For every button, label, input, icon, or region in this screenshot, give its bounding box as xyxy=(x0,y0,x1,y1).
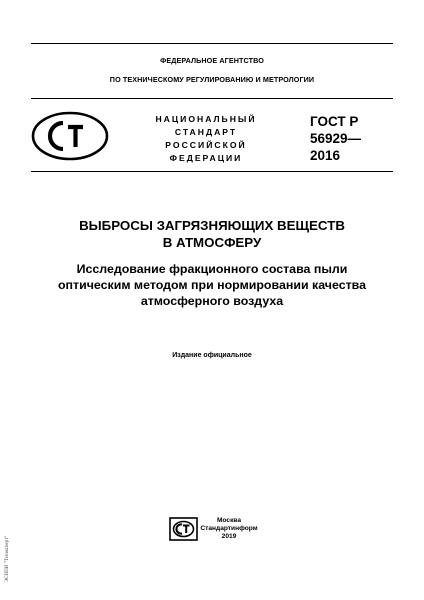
gost-code-line-2: 56929— xyxy=(310,131,362,146)
standartinform-logo-icon xyxy=(169,517,198,541)
national-line-2: СТАНДАРТ xyxy=(174,127,238,137)
subtitle-line-1: Исследование фракционного состава пыли xyxy=(76,262,348,276)
gost-code-line-1: ГОСТ Р xyxy=(310,114,359,129)
publisher-year: 2019 xyxy=(221,533,237,541)
national-line-4: ФЕДЕРАЦИИ xyxy=(169,153,243,163)
top-rule xyxy=(31,43,393,44)
subtitle-line-2: оптическим методом при нормировании качества xyxy=(57,278,367,292)
title-line-1: ВЫБРОСЫ ЗАГРЯЗНЯЮЩИХ ВЕЩЕСТВ xyxy=(79,218,345,233)
edition-label: Издание официальное xyxy=(172,352,252,359)
publisher-city: Москва xyxy=(216,517,242,524)
national-line-1: НАЦИОНАЛЬНЫЙ xyxy=(155,114,257,124)
standard-block-rule xyxy=(31,171,393,172)
title-line-2: В АТМОСФЕРУ xyxy=(162,235,262,250)
side-watermark: ЭСНПИ "Техэксперт" xyxy=(5,535,10,582)
publisher-block xyxy=(198,517,260,542)
gost-r-emblem-icon xyxy=(30,110,110,162)
header-rule xyxy=(31,98,393,99)
agency-line-1: ФЕДЕРАЛЬНОЕ АГЕНТСТВО xyxy=(160,56,264,65)
publisher-name: Стандартинформ xyxy=(200,525,258,533)
subtitle-line-3: атмосферного воздуха xyxy=(140,294,284,308)
national-line-3: РОССИЙСКОЙ xyxy=(165,140,247,150)
agency-line-2: ПО ТЕХНИЧЕСКОМУ РЕГУЛИРОВАНИЮ И МЕТРОЛОГИИ xyxy=(109,75,315,84)
gost-code xyxy=(310,113,361,164)
gost-code-line-3: 2016 xyxy=(310,148,341,163)
